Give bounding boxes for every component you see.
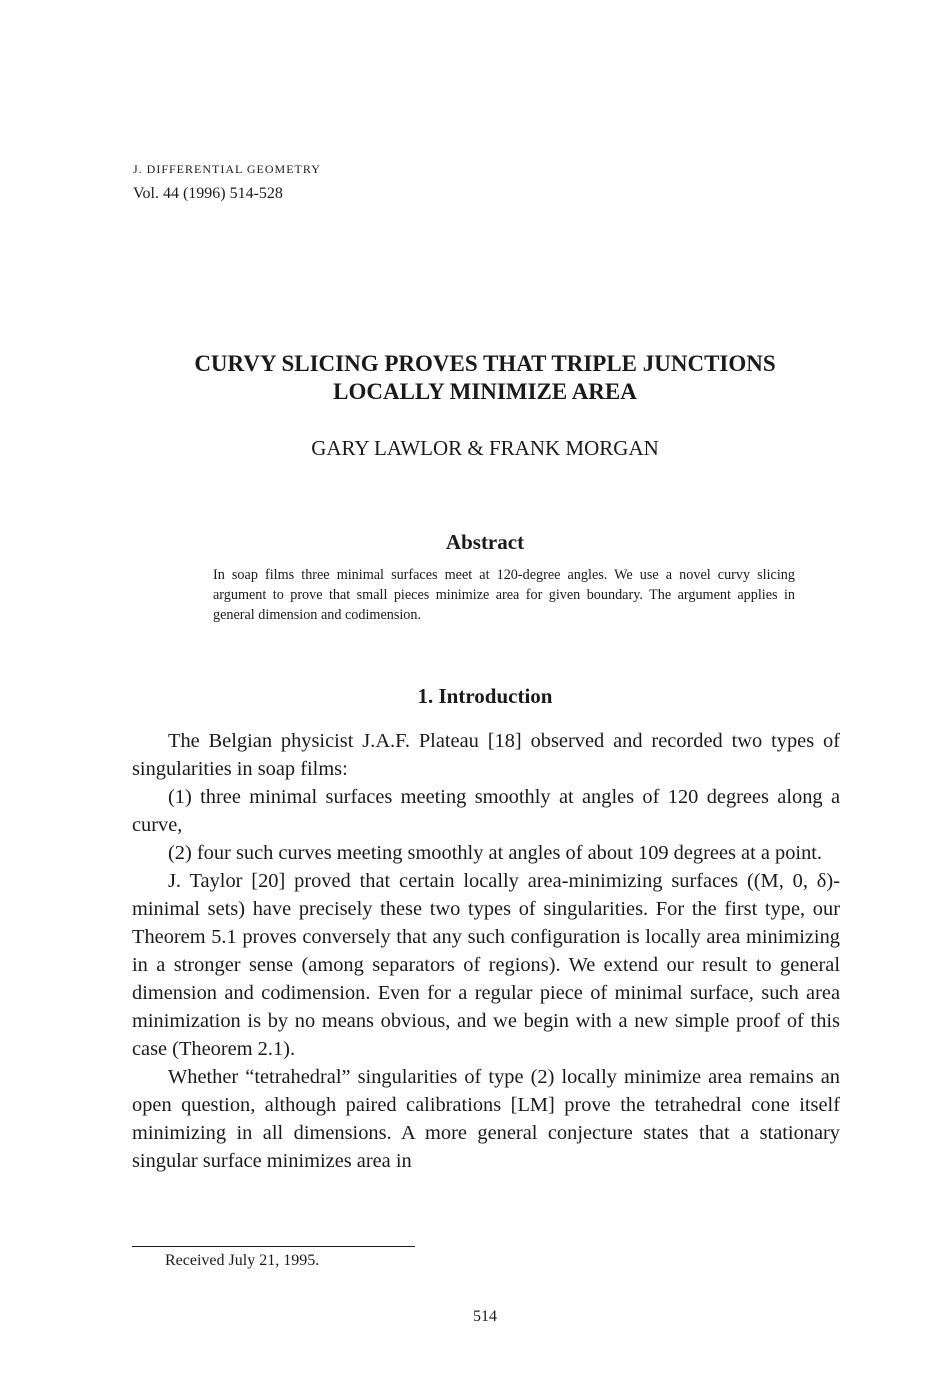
paragraph: The Belgian physicist J.A.F. Plateau [18] observed and recorded two types of singularities in soap films: xyxy=(132,730,840,780)
abstract-text: In soap films three minimal surfaces meet at 120-degree angles. We use a novel curvy slicing argument to prove that small pieces minimize area for given boundary. The argument applies in general dimension and codimension. xyxy=(213,567,795,623)
paper-title: CURVY SLICING PROVES THAT TRIPLE JUNCTIONS LOCALLY MINIMIZE AREA xyxy=(194,351,776,404)
paragraph: (1) three minimal surfaces meeting smoothly at angles of 120 degrees along a curve, xyxy=(132,786,840,836)
section-heading-introduction: 1. Introduction xyxy=(417,684,553,708)
paragraph: (2) four such curves meeting smoothly at angles of about 109 degrees at a point. xyxy=(168,842,823,864)
paragraph: Whether “tetrahedral” singularities of type (2) locally minimize area remains an open question, although paired calibrations [LM] prove the tetrahedral cone itself minimizing in all dimensions. A more general conjecture states that a stationary singular surface minimizes area in xyxy=(132,1066,840,1172)
footnote-received: Received July 21, 1995. xyxy=(165,1252,320,1269)
introduction-body xyxy=(132,727,840,1175)
page-number: 514 xyxy=(473,1308,497,1325)
paragraph: J. Taylor [20] proved that certain locally area-minimizing surfaces ((M, 0, δ)-minimal sets) have precisely these two types of singularities. For the first type, our Theorem 5.1 proves conversely that any such configuration is locally area minimizing in a stronger sense (among separators of regions). We extend our result to general dimension and codimension. Even for a regular piece of minimal surface, such area minimization is by no means obvious, and we begin with a new simple proof of this case (Theorem 2.1). xyxy=(132,870,840,1060)
abstract-heading: Abstract xyxy=(445,530,525,554)
footnote-divider xyxy=(132,1246,415,1247)
journal-name: J. DIFFERENTIAL GEOMETRY xyxy=(133,162,321,176)
paper-authors: GARY LAWLOR & FRANK MORGAN xyxy=(311,436,659,460)
volume-info: Vol. 44 (1996) 514-528 xyxy=(133,185,283,202)
